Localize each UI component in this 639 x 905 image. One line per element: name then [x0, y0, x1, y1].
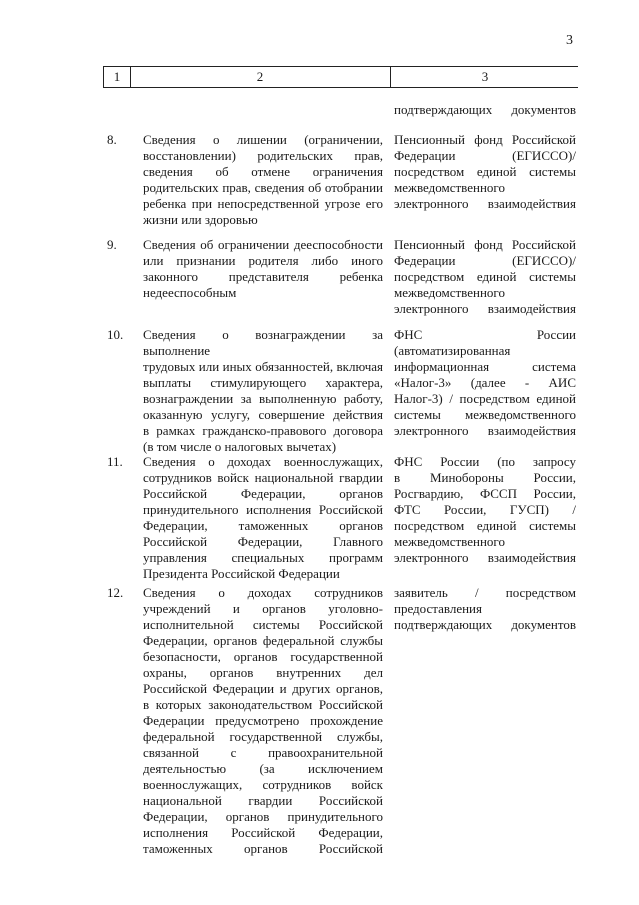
text-line: жизни или здоровью [143, 212, 258, 227]
text-line: оказанную услугу, совершение действия [143, 407, 383, 422]
text-line: системы межведомственного [394, 407, 576, 422]
text-line: Российской Федерации, Главного [143, 534, 383, 549]
text-line: межведомственного [394, 180, 505, 195]
text-line: в рамках гражданско-правового договора [143, 423, 383, 438]
text-line: межведомственного [394, 285, 505, 300]
text-line: посредством единой системы [394, 518, 576, 533]
text-line: ФТС России, ГУСП) / [394, 502, 576, 517]
text-line: принудительного исполнения Российской [143, 502, 383, 517]
text-line: Сведения о лишении (ограничении, [143, 132, 383, 147]
text-line: трудовых или иных обязанностей, включая [143, 359, 383, 374]
header-col-3: 3 [481, 69, 489, 84]
text-line: связанной с правоохранительной [143, 745, 383, 760]
text-line: Российской Федерации, органов [143, 486, 383, 501]
text-line: в Минобороны России, [394, 470, 576, 485]
text-line: (автоматизированная [394, 343, 511, 358]
info-source-cell [394, 585, 576, 633]
info-description-cell [143, 237, 383, 301]
page-number: 3 [566, 33, 573, 48]
text-line: Федерации, таможенных органов [143, 518, 383, 533]
text-line: предоставления [394, 601, 482, 616]
text-line: ребенка при непосредственной угрозе его [143, 196, 383, 211]
info-description-cell [143, 327, 383, 455]
text-line: Российской Федерации и других органов, [143, 681, 383, 696]
text-line: «Налог-3» (далее - АИС [394, 375, 576, 390]
text-line: законного представителя ребенка [143, 269, 383, 284]
text-line: Федерации (ЕГИССО)/ [394, 148, 576, 163]
info-description-cell [143, 454, 383, 582]
text-line: Сведения об ограничении дееспособности [143, 237, 383, 252]
row-number: 11. [107, 454, 123, 469]
text-line: исполнения Российской Федерации, [143, 825, 383, 840]
text-line: Сведения о доходах военнослужащих, [143, 454, 383, 469]
text-line: ФНС России [394, 327, 576, 342]
text-line: восстановлении) родительских прав, [143, 148, 383, 163]
text-line: Пенсионный фонд Российской [394, 132, 576, 147]
info-source-cell [394, 237, 576, 317]
text-line: Федерации, органов федеральной службы [143, 633, 383, 648]
text-line: посредством единой системы [394, 269, 576, 284]
text-line: электронного взаимодействия [394, 196, 576, 211]
text-line: заявитель / посредством [394, 585, 576, 600]
text-line: сотрудников войск национальной гвардии [143, 470, 383, 485]
text-line: исполнительной системы Российской [143, 617, 383, 632]
info-description-cell [143, 585, 383, 857]
text-line: Президента Российской Федерации [143, 566, 340, 581]
text-line: недееспособным [143, 285, 237, 300]
info-source-cell [394, 454, 576, 566]
info-source-cell [394, 327, 576, 439]
text-line: управления специальных программ [143, 550, 383, 565]
text-line: охраны, органов внутренних дел [143, 665, 383, 680]
text-line: или признании родителя либо иного [143, 253, 383, 268]
text-line: федеральной государственной службы, [143, 729, 383, 744]
text-line: Пенсионный фонд Российской [394, 237, 576, 252]
row-number: 9. [107, 237, 117, 252]
header-col-1: 1 [113, 69, 121, 84]
text-line: Росгвардию, ФССП России, [394, 486, 576, 501]
text-line: учреждений и органов уголовно- [143, 601, 383, 616]
text-line: электронного взаимодействия [394, 423, 576, 438]
text-line: (в том числе о налоговых вычетах) [143, 439, 337, 454]
text-line: в которых законодательством Российской [143, 697, 383, 712]
text-line: таможенных органов Российской [143, 841, 383, 856]
text-line: ФНС России (по запросу [394, 454, 576, 469]
text-line: подтверждающих документов [394, 102, 576, 117]
text-line: электронного взаимодействия [394, 301, 576, 316]
text-line: подтверждающих документов [394, 617, 576, 632]
header-col-2: 2 [256, 69, 264, 84]
text-line: межведомственного [394, 534, 505, 549]
text-line: посредством единой системы [394, 164, 576, 179]
text-line: безопасности, органов государственной [143, 649, 383, 664]
text-line: сведения об отмене ограничения [143, 164, 383, 179]
text-line: Федерации (ЕГИССО)/ [394, 253, 576, 268]
text-line: Федерации, органов принудительного [143, 809, 383, 824]
info-description-cell [143, 132, 383, 228]
text-line: Налог-3) / посредством единой [394, 391, 576, 406]
text-line: вознаграждении за выполненную работу, [143, 391, 383, 406]
text-line: информационная система [394, 359, 576, 374]
text-line: национальной гвардии Российской [143, 793, 383, 808]
text-line: Сведения о вознаграждении за выполнение [143, 327, 383, 358]
text-line: электронного взаимодействия [394, 550, 576, 565]
row-number: 10. [107, 327, 124, 342]
text-line: Федерации предусмотрено прохождение [143, 713, 383, 728]
row-number: 12. [107, 585, 124, 600]
text-line: родительских прав, сведения об отобрании [143, 180, 383, 195]
info-source-cell [394, 132, 576, 212]
text-line: военнослужащих, сотрудников войск [143, 777, 383, 792]
continuation-cell [394, 102, 576, 118]
text-line: деятельностью (за исключением [143, 761, 383, 776]
text-line: Сведения о доходах сотрудников [143, 585, 383, 600]
text-line: выплаты стимулирующего характера, [143, 375, 383, 390]
row-number: 8. [107, 132, 117, 147]
